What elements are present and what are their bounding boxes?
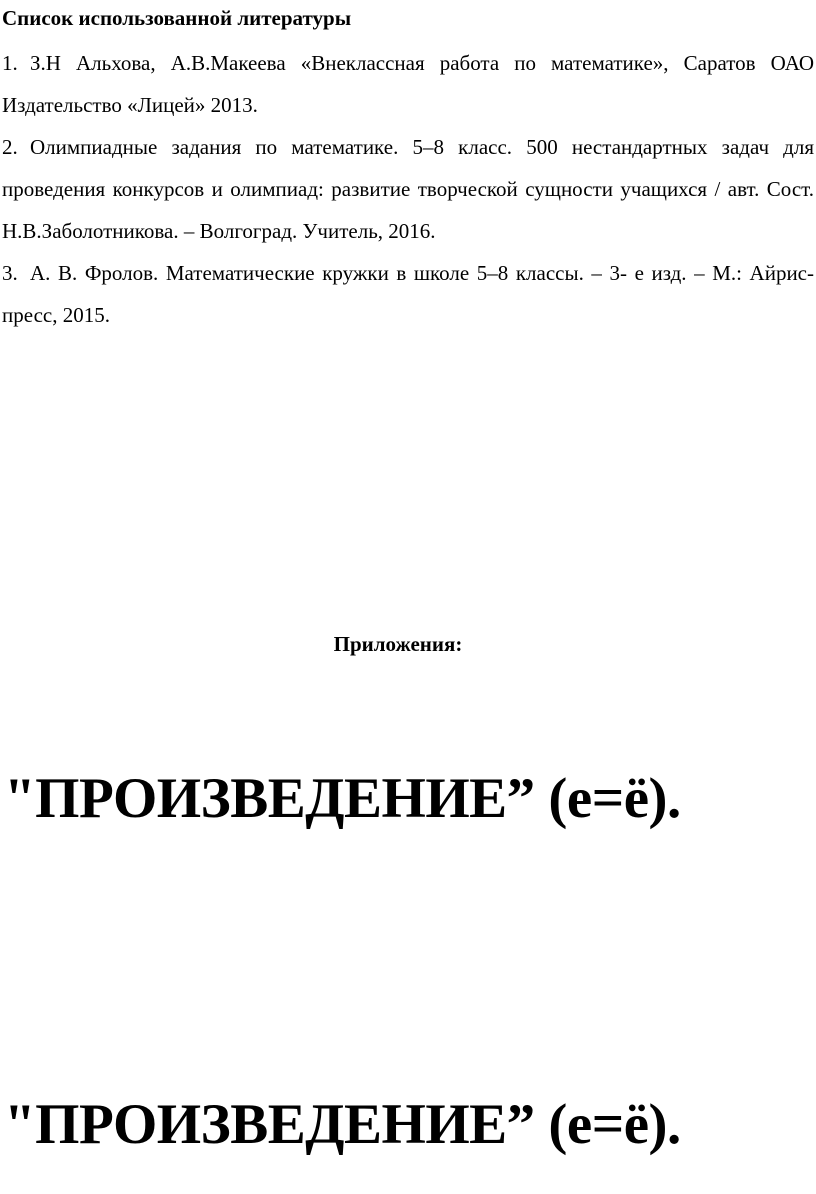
reference-item	[2, 42, 814, 126]
reference-text: З.Н Альхова, А.В.Макеева «Внеклассная работа по математике», Саратов ОАО Издательство «Лицей» 2013.	[2, 51, 814, 117]
appendix-word-card: "ПРОИЗВЕДЕНИЕ” (е=ё).	[4, 1093, 681, 1156]
reference-text: А. В. Фролов. Математические кружки в школе 5–8 классы. – 3- е изд. – М.: Айрис-пресс, 2015.	[2, 261, 814, 327]
appendix-title: Приложения:	[333, 632, 463, 656]
reference-item	[2, 126, 814, 252]
appendix-word-card: "ПРОИЗВЕДЕНИЕ” (е=ё).	[4, 767, 681, 830]
reference-number: 2.	[2, 135, 18, 159]
references-title: Список использованной литературы	[2, 6, 352, 30]
reference-number: 1.	[2, 51, 18, 75]
reference-text: Олимпиадные задания по математике. 5–8 класс. 500 нестандартных задач для проведения конкурсов и олимпиад: развитие творческой сущности учащихся / авт. Сост. Н.В.Заболотникова. – Волгоград. Учитель, 2016.	[2, 135, 814, 243]
reference-number: 3.	[2, 261, 18, 285]
reference-item	[2, 252, 814, 336]
references-list	[2, 42, 814, 336]
